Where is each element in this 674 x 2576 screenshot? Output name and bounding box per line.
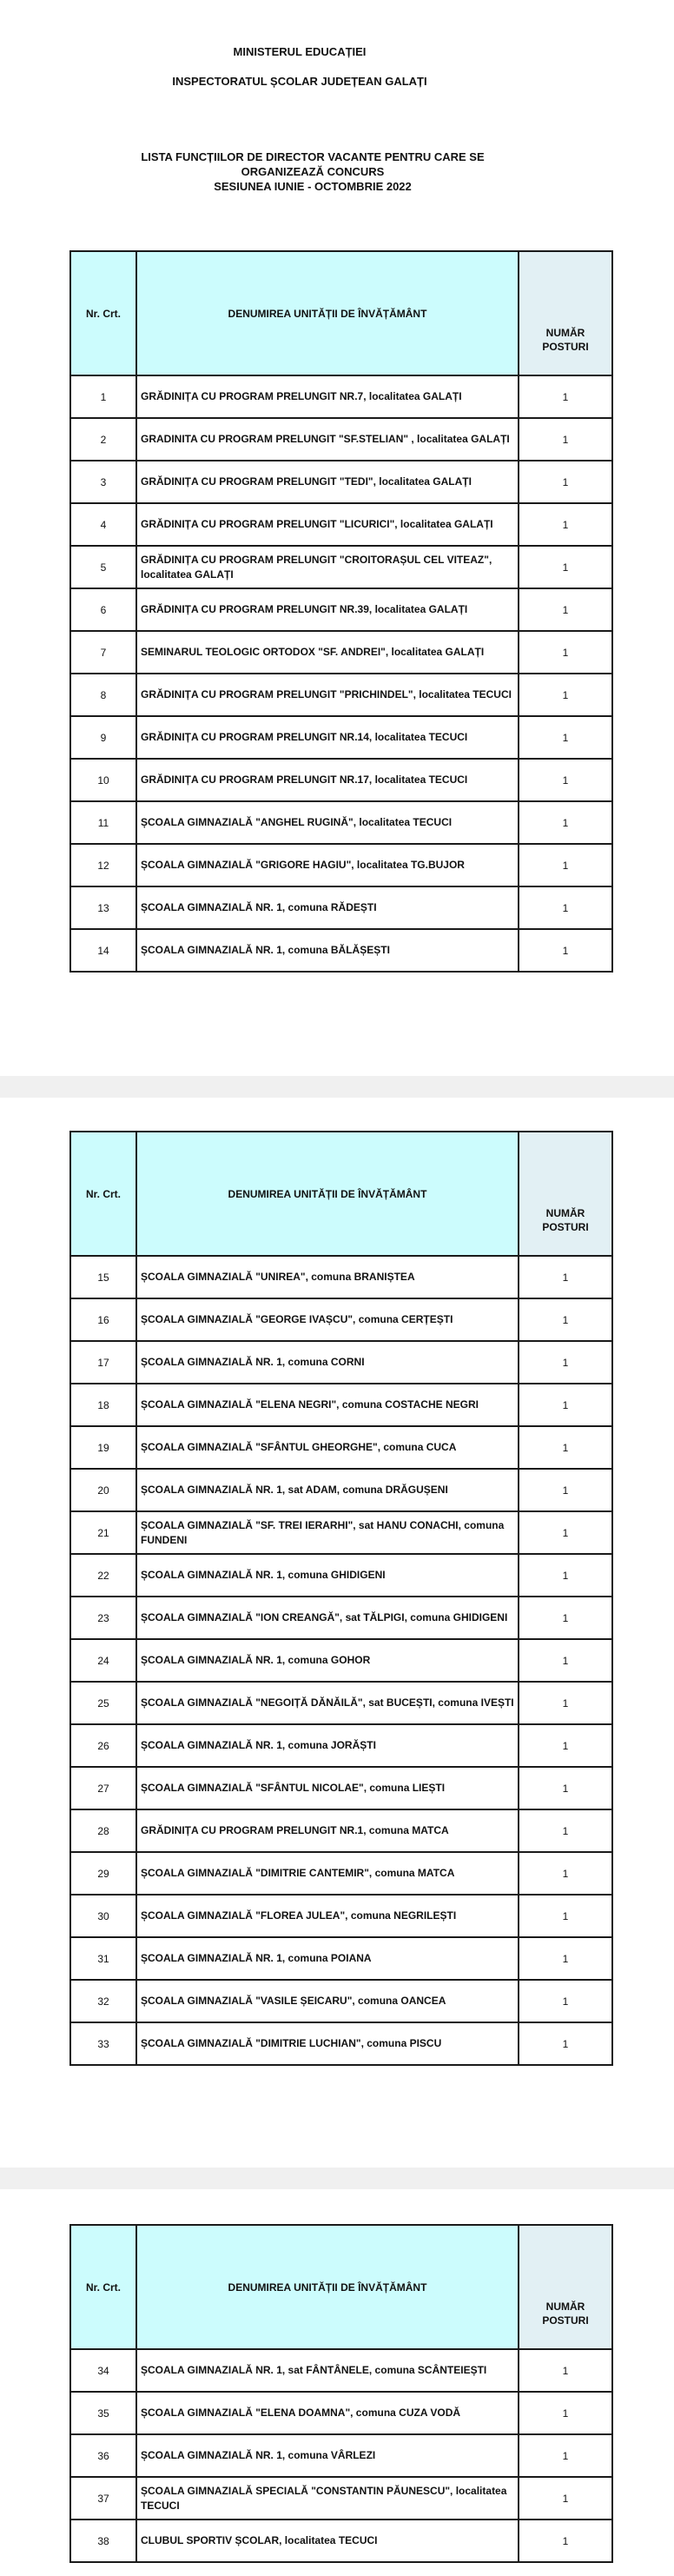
table-row	[70, 674, 612, 716]
table-row	[70, 461, 612, 503]
row-number: 5	[70, 546, 136, 588]
row-number: 29	[70, 1852, 136, 1895]
posts-count: 1	[519, 1256, 612, 1298]
posts-count: 1	[519, 844, 612, 886]
unit-name: ȘCOALA GIMNAZIALĂ NR. 1, comuna GOHOR	[136, 1639, 519, 1682]
row-number: 2	[70, 418, 136, 461]
posts-count: 1	[519, 2022, 612, 2065]
table-row	[70, 1298, 612, 1341]
unit-name: ȘCOALA GIMNAZIALĂ "GEORGE IVAȘCU", comuna CERȚEȘTI	[136, 1298, 519, 1341]
unit-name: ȘCOALA GIMNAZIALĂ SPECIALĂ "CONSTANTIN PĂUNESCU", localitatea TECUCI	[136, 2477, 519, 2520]
table-row	[70, 1724, 612, 1767]
row-number: 4	[70, 503, 136, 546]
unit-name: ȘCOALA GIMNAZIALĂ NR. 1, comuna BĂLĂȘEȘTI	[136, 929, 519, 972]
document-page-3	[0, 2189, 674, 2576]
row-number: 22	[70, 1554, 136, 1597]
column-header-posts	[519, 1132, 612, 1256]
table-row	[70, 1426, 612, 1469]
unit-name: GRĂDINIȚA CU PROGRAM PRELUNGIT NR.39, localitatea GALAȚI	[136, 588, 519, 631]
table-row	[70, 2434, 612, 2477]
table-row	[70, 1852, 612, 1895]
table-header-row	[70, 1132, 612, 1256]
document-page-2	[0, 1098, 674, 2168]
table-row	[70, 1639, 612, 1682]
unit-name: ȘCOALA GIMNAZIALĂ "ELENA DOAMNA", comuna CUZA VODĂ	[136, 2392, 519, 2434]
row-number: 15	[70, 1256, 136, 1298]
table-row	[70, 1597, 612, 1639]
unit-name: ȘCOALA GIMNAZIALĂ "DIMITRIE CANTEMIR", comuna MATCA	[136, 1852, 519, 1895]
column-header-unit-name: DENUMIREA UNITĂȚII DE ÎNVĂȚĂMÂNT	[136, 251, 519, 375]
posts-count: 1	[519, 886, 612, 929]
row-number: 26	[70, 1724, 136, 1767]
table-row	[70, 588, 612, 631]
posts-count: 1	[519, 2477, 612, 2520]
unit-name: ȘCOALA GIMNAZIALĂ NR. 1, sat ADAM, comuna DRĂGUȘENI	[136, 1469, 519, 1511]
table-row	[70, 1937, 612, 1980]
posts-count: 1	[519, 461, 612, 503]
posts-count: 1	[519, 1682, 612, 1724]
posts-count: 1	[519, 1384, 612, 1426]
row-number: 24	[70, 1639, 136, 1682]
unit-name: SEMINARUL TEOLOGIC ORTODOX "SF. ANDREI", localitatea GALAȚI	[136, 631, 519, 674]
posts-count: 1	[519, 2434, 612, 2477]
posts-count: 1	[519, 2392, 612, 2434]
row-number: 1	[70, 375, 136, 418]
table-row	[70, 929, 612, 972]
posts-count: 1	[519, 631, 612, 674]
column-header-nr: Nr. Crt.	[70, 2225, 136, 2349]
posts-header-line-2: POSTURI	[542, 341, 589, 353]
unit-name: ȘCOALA GIMNAZIALĂ NR. 1, comuna JORĂȘTI	[136, 1724, 519, 1767]
table-row	[70, 1469, 612, 1511]
posts-header-line-1: NUMĂR	[545, 327, 585, 339]
unit-name: ȘCOALA GIMNAZIALĂ NR. 1, comuna GHIDIGENI	[136, 1554, 519, 1597]
table-row	[70, 1554, 612, 1597]
unit-name: GRĂDINIȚA CU PROGRAM PRELUNGIT NR.7, localitatea GALAȚI	[136, 375, 519, 418]
posts-count: 1	[519, 2349, 612, 2392]
row-number: 21	[70, 1511, 136, 1554]
posts-count: 1	[519, 1298, 612, 1341]
row-number: 16	[70, 1298, 136, 1341]
unit-name: ȘCOALA GIMNAZIALĂ NR. 1, comuna POIANA	[136, 1937, 519, 1980]
row-number: 19	[70, 1426, 136, 1469]
row-number: 12	[70, 844, 136, 886]
row-number: 6	[70, 588, 136, 631]
table-row	[70, 2349, 612, 2392]
posts-count: 1	[519, 759, 612, 801]
posts-count: 1	[519, 1895, 612, 1937]
table-row	[70, 546, 612, 588]
unit-name: ȘCOALA GIMNAZIALĂ "ELENA NEGRI", comuna COSTACHE NEGRI	[136, 1384, 519, 1426]
unit-name: ȘCOALA GIMNAZIALĂ "SFÂNTUL GHEORGHE", comuna CUCA	[136, 1426, 519, 1469]
title-line-2: ORGANIZEAZĂ CONCURS	[241, 165, 385, 178]
table-row	[70, 2392, 612, 2434]
row-number: 9	[70, 716, 136, 759]
vacancies-table-page-1	[69, 250, 613, 973]
posts-count: 1	[519, 503, 612, 546]
posts-count: 1	[519, 375, 612, 418]
column-header-posts	[519, 251, 612, 375]
table-row	[70, 1511, 612, 1554]
unit-name: GRĂDINIȚA CU PROGRAM PRELUNGIT "LICURICI", localitatea GALAȚI	[136, 503, 519, 546]
table-row	[70, 886, 612, 929]
document-page-1	[0, 0, 674, 1076]
row-number: 28	[70, 1809, 136, 1852]
posts-header-line-1: NUMĂR	[545, 1207, 585, 1219]
title-line-3: SESIUNEA IUNIE - OCTOMBRIE 2022	[214, 180, 412, 193]
row-number: 25	[70, 1682, 136, 1724]
posts-count: 1	[519, 1469, 612, 1511]
table-row	[70, 631, 612, 674]
row-number: 14	[70, 929, 136, 972]
unit-name: ȘCOALA GIMNAZIALĂ NR. 1, comuna CORNI	[136, 1341, 519, 1384]
table-row	[70, 801, 612, 844]
table-row	[70, 1809, 612, 1852]
unit-name: GRĂDINIȚA CU PROGRAM PRELUNGIT "PRICHINDEL", localitatea TECUCI	[136, 674, 519, 716]
ministry-heading: MINISTERUL EDUCAȚIEI	[233, 45, 367, 58]
unit-name: GRADINITA CU PROGRAM PRELUNGIT "SF.STELIAN" , localitatea GALAȚI	[136, 418, 519, 461]
posts-count: 1	[519, 2520, 612, 2562]
table-row	[70, 1767, 612, 1809]
posts-header-line-2: POSTURI	[542, 1221, 589, 1233]
row-number: 20	[70, 1469, 136, 1511]
row-number: 8	[70, 674, 136, 716]
table-row	[70, 375, 612, 418]
posts-count: 1	[519, 716, 612, 759]
unit-name: ȘCOALA GIMNAZIALĂ "DIMITRIE LUCHIAN", comuna PISCU	[136, 2022, 519, 2065]
posts-count: 1	[519, 929, 612, 972]
row-number: 31	[70, 1937, 136, 1980]
row-number: 35	[70, 2392, 136, 2434]
unit-name: ȘCOALA GIMNAZIALĂ NR. 1, comuna VÂRLEZI	[136, 2434, 519, 2477]
unit-name: ȘCOALA GIMNAZIALĂ "VASILE ȘEICARU", comuna OANCEA	[136, 1980, 519, 2022]
table-row	[70, 2477, 612, 2520]
row-number: 37	[70, 2477, 136, 2520]
unit-name: ȘCOALA GIMNAZIALĂ "ION CREANGĂ", sat TĂLPIGI, comuna GHIDIGENI	[136, 1597, 519, 1639]
table-row	[70, 1682, 612, 1724]
unit-name: GRĂDINIȚA CU PROGRAM PRELUNGIT NR.14, localitatea TECUCI	[136, 716, 519, 759]
posts-count: 1	[519, 588, 612, 631]
posts-count: 1	[519, 1426, 612, 1469]
table-row	[70, 759, 612, 801]
unit-name: ȘCOALA GIMNAZIALĂ "ANGHEL RUGINĂ", localitatea TECUCI	[136, 801, 519, 844]
table-row	[70, 1980, 612, 2022]
posts-count: 1	[519, 1341, 612, 1384]
unit-name: ȘCOALA GIMNAZIALĂ "FLOREA JULEA", comuna NEGRILEȘTI	[136, 1895, 519, 1937]
table-row	[70, 716, 612, 759]
row-number: 18	[70, 1384, 136, 1426]
unit-name: GRĂDINIȚA CU PROGRAM PRELUNGIT "TEDI", localitatea GALAȚI	[136, 461, 519, 503]
unit-name: ȘCOALA GIMNAZIALĂ "SFÂNTUL NICOLAE", comuna LIEȘTI	[136, 1767, 519, 1809]
posts-count: 1	[519, 674, 612, 716]
unit-name: ȘCOALA GIMNAZIALĂ NR. 1, sat FÂNTÂNELE, comuna SCÂNTEIEȘTI	[136, 2349, 519, 2392]
table-row	[70, 1341, 612, 1384]
table-header-row	[70, 251, 612, 375]
row-number: 30	[70, 1895, 136, 1937]
table-row	[70, 503, 612, 546]
posts-count: 1	[519, 1980, 612, 2022]
unit-name: ȘCOALA GIMNAZIALĂ "SF. TREI IERARHI", sat HANU CONACHI, comuna FUNDENI	[136, 1511, 519, 1554]
table-row	[70, 844, 612, 886]
vacancies-table-page-3	[69, 2224, 613, 2563]
column-header-posts	[519, 2225, 612, 2349]
row-number: 33	[70, 2022, 136, 2065]
row-number: 10	[70, 759, 136, 801]
posts-count: 1	[519, 418, 612, 461]
table-row	[70, 2520, 612, 2562]
table-row	[70, 1895, 612, 1937]
posts-count: 1	[519, 1767, 612, 1809]
row-number: 27	[70, 1767, 136, 1809]
column-header-nr: Nr. Crt.	[70, 251, 136, 375]
unit-name: CLUBUL SPORTIV ȘCOLAR, localitatea TECUCI	[136, 2520, 519, 2562]
document-title	[52, 149, 573, 194]
row-number: 7	[70, 631, 136, 674]
posts-count: 1	[519, 801, 612, 844]
row-number: 11	[70, 801, 136, 844]
table-row	[70, 418, 612, 461]
table-header-row	[70, 2225, 612, 2349]
posts-count: 1	[519, 1511, 612, 1554]
column-header-unit-name: DENUMIREA UNITĂȚII DE ÎNVĂȚĂMÂNT	[136, 1132, 519, 1256]
column-header-unit-name: DENUMIREA UNITĂȚII DE ÎNVĂȚĂMÂNT	[136, 2225, 519, 2349]
unit-name: GRĂDINIȚA CU PROGRAM PRELUNGIT "CROITORAȘUL CEL VITEAZ", localitatea GALAȚI	[136, 546, 519, 588]
posts-count: 1	[519, 1597, 612, 1639]
table-row	[70, 1384, 612, 1426]
row-number: 34	[70, 2349, 136, 2392]
unit-name: ȘCOALA GIMNAZIALĂ NR. 1, comuna RĂDEȘTI	[136, 886, 519, 929]
unit-name: GRĂDINIȚA CU PROGRAM PRELUNGIT NR.17, localitatea TECUCI	[136, 759, 519, 801]
posts-header-line-2: POSTURI	[542, 2314, 589, 2327]
posts-count: 1	[519, 1724, 612, 1767]
posts-count: 1	[519, 546, 612, 588]
posts-count: 1	[519, 1937, 612, 1980]
posts-header-line-1: NUMĂR	[545, 2300, 585, 2313]
unit-name: ȘCOALA GIMNAZIALĂ "UNIREA", comuna BRANIȘTEA	[136, 1256, 519, 1298]
inspectorate-heading: INSPECTORATUL ȘCOLAR JUDEȚEAN GALAȚI	[172, 75, 427, 88]
posts-count: 1	[519, 1809, 612, 1852]
unit-name: ȘCOALA GIMNAZIALĂ "GRIGORE HAGIU", localitatea TG.BUJOR	[136, 844, 519, 886]
row-number: 17	[70, 1341, 136, 1384]
row-number: 3	[70, 461, 136, 503]
row-number: 23	[70, 1597, 136, 1639]
posts-count: 1	[519, 1639, 612, 1682]
table-row	[70, 1256, 612, 1298]
row-number: 36	[70, 2434, 136, 2477]
row-number: 32	[70, 1980, 136, 2022]
vacancies-table-page-2	[69, 1131, 613, 2066]
posts-count: 1	[519, 1554, 612, 1597]
row-number: 38	[70, 2520, 136, 2562]
title-line-1: LISTA FUNCȚIILOR DE DIRECTOR VACANTE PENTRU CARE SE	[141, 150, 485, 163]
posts-count: 1	[519, 1852, 612, 1895]
unit-name: GRĂDINIȚA CU PROGRAM PRELUNGIT NR.1, comuna MATCA	[136, 1809, 519, 1852]
row-number: 13	[70, 886, 136, 929]
table-row	[70, 2022, 612, 2065]
unit-name: ȘCOALA GIMNAZIALĂ "NEGOIȚĂ DĂNĂILĂ", sat BUCEȘTI, comuna IVEȘTI	[136, 1682, 519, 1724]
column-header-nr: Nr. Crt.	[70, 1132, 136, 1256]
